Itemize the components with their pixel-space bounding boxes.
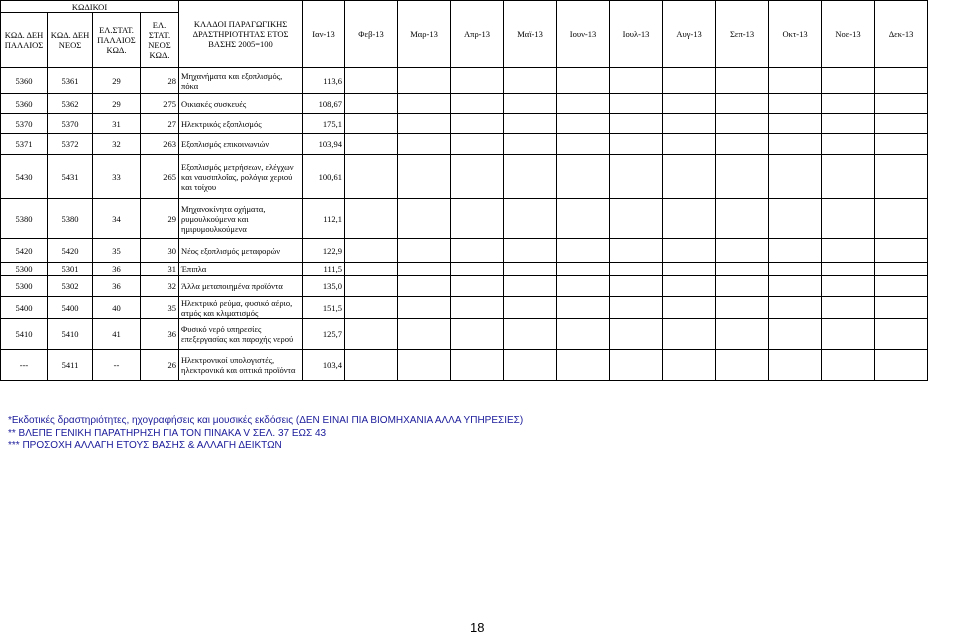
empty-month-cell bbox=[451, 263, 504, 276]
empty-month-cell bbox=[663, 68, 716, 94]
empty-month-cell bbox=[557, 297, 610, 319]
deh-new-code: 5362 bbox=[48, 94, 93, 114]
empty-month-cell bbox=[504, 319, 557, 350]
footnote: *** ΠΡΟΣΟΧΗ ΑΛΛΑΓΗ ΕΤΟΥΣ ΒΑΣΗΣ & ΑΛΛΑΓΗ ΔΕΙΚΤΩΝ bbox=[8, 440, 523, 453]
empty-month-cell bbox=[769, 155, 822, 199]
deh-old-code: --- bbox=[1, 350, 48, 381]
empty-month-cell bbox=[769, 276, 822, 297]
empty-month-cell bbox=[557, 199, 610, 239]
empty-month-cell bbox=[345, 319, 398, 350]
deh-old-code: 5420 bbox=[1, 239, 48, 263]
deh-new-code: 5372 bbox=[48, 134, 93, 155]
jan-value: 103,4 bbox=[303, 350, 345, 381]
empty-month-cell bbox=[875, 155, 928, 199]
month-header-may: Μαϊ-13 bbox=[504, 1, 557, 68]
empty-month-cell bbox=[875, 276, 928, 297]
empty-month-cell bbox=[557, 155, 610, 199]
table-row bbox=[1, 263, 960, 276]
jan-value: 111,5 bbox=[303, 263, 345, 276]
empty-month-cell bbox=[557, 94, 610, 114]
elstat-new-code: 30 bbox=[141, 239, 179, 263]
table-row bbox=[1, 319, 960, 350]
jan-value: 151,5 bbox=[303, 297, 345, 319]
branch-description: Εξοπλισμός επικοινωνιών bbox=[179, 134, 303, 155]
elstat-new-code: 35 bbox=[141, 297, 179, 319]
elstat-old-code: 40 bbox=[93, 297, 141, 319]
empty-month-cell bbox=[451, 297, 504, 319]
empty-month-cell bbox=[451, 114, 504, 134]
empty-month-cell bbox=[769, 297, 822, 319]
empty-month-cell bbox=[557, 114, 610, 134]
elstat-new-code: 31 bbox=[141, 263, 179, 276]
table-row bbox=[1, 68, 960, 94]
deh-old-code: 5360 bbox=[1, 68, 48, 94]
empty-month-cell bbox=[557, 263, 610, 276]
empty-month-cell bbox=[345, 276, 398, 297]
jan-value: 175,1 bbox=[303, 114, 345, 134]
empty-month-cell bbox=[557, 276, 610, 297]
month-header-aug: Αυγ-13 bbox=[663, 1, 716, 68]
jan-value: 113,6 bbox=[303, 68, 345, 94]
jan-value: 108,67 bbox=[303, 94, 345, 114]
branch-description: Φυσικό νερό υπηρεσίες επεξεργασίας και παροχής νερού bbox=[179, 319, 303, 350]
jan-value: 135,0 bbox=[303, 276, 345, 297]
empty-month-cell bbox=[557, 134, 610, 155]
page-number: 18 bbox=[470, 620, 484, 635]
empty-month-cell bbox=[610, 199, 663, 239]
branch-description: Οικιακές συσκευές bbox=[179, 94, 303, 114]
deh-new-code: 5400 bbox=[48, 297, 93, 319]
col-header-elstat-old: ΕΛ.ΣΤΑΤ. ΠΑΛΑΙΟΣ ΚΩΔ. bbox=[93, 13, 141, 68]
month-header-feb: Φεβ-13 bbox=[345, 1, 398, 68]
empty-month-cell bbox=[822, 94, 875, 114]
elstat-new-code: 265 bbox=[141, 155, 179, 199]
empty-month-cell bbox=[345, 155, 398, 199]
empty-month-cell bbox=[398, 155, 451, 199]
empty-month-cell bbox=[398, 319, 451, 350]
empty-month-cell bbox=[769, 350, 822, 381]
empty-month-cell bbox=[398, 276, 451, 297]
branches-header: ΚΛΑΔΟΙ ΠΑΡΑΓΩΓΙΚΗΣ ΔΡΑΣΤΗΡΙΟΤΗΤΑΣ ΕΤΟΣ ΒΑΣΗΣ 2005=100 bbox=[179, 1, 303, 68]
deh-new-code: 5410 bbox=[48, 319, 93, 350]
empty-month-cell bbox=[345, 94, 398, 114]
deh-old-code: 5360 bbox=[1, 94, 48, 114]
empty-month-cell bbox=[557, 68, 610, 94]
elstat-new-code: 28 bbox=[141, 68, 179, 94]
elstat-old-code: 33 bbox=[93, 155, 141, 199]
empty-month-cell bbox=[716, 319, 769, 350]
empty-month-cell bbox=[716, 350, 769, 381]
jan-value: 100,61 bbox=[303, 155, 345, 199]
footnotes bbox=[8, 415, 523, 453]
empty-month-cell bbox=[504, 155, 557, 199]
branch-description: Μηχανοκίνητα οχήματα, ρυμουλκούμενα και ημιρυμουλκούμενα bbox=[179, 199, 303, 239]
deh-old-code: 5430 bbox=[1, 155, 48, 199]
branch-description: Ηλεκτρικός εξοπλισμός bbox=[179, 114, 303, 134]
empty-month-cell bbox=[398, 68, 451, 94]
deh-old-code: 5370 bbox=[1, 114, 48, 134]
table-body bbox=[1, 68, 960, 381]
empty-month-cell bbox=[345, 114, 398, 134]
table-row bbox=[1, 134, 960, 155]
col-header-deh-new: ΚΩΔ. ΔΕΗ ΝΕΟΣ bbox=[48, 13, 93, 68]
empty-month-cell bbox=[398, 263, 451, 276]
empty-month-cell bbox=[451, 199, 504, 239]
empty-month-cell bbox=[610, 134, 663, 155]
empty-month-cell bbox=[769, 94, 822, 114]
empty-month-cell bbox=[504, 134, 557, 155]
elstat-old-code: 35 bbox=[93, 239, 141, 263]
empty-month-cell bbox=[822, 263, 875, 276]
branch-description: Ηλεκτρικό ρεύμα, φυσικό αέριο, ατμός και κλιματισμός bbox=[179, 297, 303, 319]
empty-month-cell bbox=[451, 155, 504, 199]
deh-old-code: 5371 bbox=[1, 134, 48, 155]
deh-new-code: 5411 bbox=[48, 350, 93, 381]
month-header-mar: Μαρ-13 bbox=[398, 1, 451, 68]
table-row bbox=[1, 114, 960, 134]
empty-month-cell bbox=[663, 94, 716, 114]
empty-month-cell bbox=[504, 114, 557, 134]
empty-month-cell bbox=[610, 276, 663, 297]
table-row bbox=[1, 276, 960, 297]
empty-month-cell bbox=[557, 350, 610, 381]
empty-month-cell bbox=[663, 297, 716, 319]
empty-month-cell bbox=[398, 297, 451, 319]
empty-month-cell bbox=[875, 263, 928, 276]
empty-month-cell bbox=[610, 68, 663, 94]
deh-new-code: 5361 bbox=[48, 68, 93, 94]
empty-month-cell bbox=[398, 134, 451, 155]
deh-old-code: 5300 bbox=[1, 276, 48, 297]
table-row bbox=[1, 350, 960, 381]
month-header-oct: Οκτ-13 bbox=[769, 1, 822, 68]
empty-month-cell bbox=[504, 68, 557, 94]
jan-value: 125,7 bbox=[303, 319, 345, 350]
empty-month-cell bbox=[345, 350, 398, 381]
empty-month-cell bbox=[557, 239, 610, 263]
table-row bbox=[1, 155, 960, 199]
deh-old-code: 5410 bbox=[1, 319, 48, 350]
empty-month-cell bbox=[875, 297, 928, 319]
branch-description: Εξοπλισμός μετρήσεων, ελέγχων και ναυσιπλοΐας, ρολόγια χεριού και τοίχου bbox=[179, 155, 303, 199]
empty-month-cell bbox=[610, 350, 663, 381]
empty-month-cell bbox=[875, 68, 928, 94]
empty-month-cell bbox=[663, 276, 716, 297]
deh-new-code: 5431 bbox=[48, 155, 93, 199]
empty-month-cell bbox=[398, 350, 451, 381]
elstat-old-code: 29 bbox=[93, 68, 141, 94]
empty-month-cell bbox=[345, 263, 398, 276]
empty-month-cell bbox=[663, 239, 716, 263]
col-header-deh-old: ΚΩΔ. ΔΕΗ ΠΑΛΑΙΟΣ bbox=[1, 13, 48, 68]
col-header-elstat-new: ΕΛ. ΣΤΑΤ. ΝΕΟΣ ΚΩΔ. bbox=[141, 13, 179, 68]
empty-month-cell bbox=[451, 350, 504, 381]
empty-month-cell bbox=[663, 114, 716, 134]
table-row bbox=[1, 199, 960, 239]
elstat-old-code: 36 bbox=[93, 263, 141, 276]
empty-month-cell bbox=[716, 155, 769, 199]
elstat-old-code: 29 bbox=[93, 94, 141, 114]
empty-month-cell bbox=[822, 319, 875, 350]
elstat-old-code: 31 bbox=[93, 114, 141, 134]
empty-month-cell bbox=[504, 263, 557, 276]
branch-description: Νέος εξοπλισμός μεταφορών bbox=[179, 239, 303, 263]
empty-month-cell bbox=[451, 239, 504, 263]
branch-description: Ηλεκτρονικοί υπολογιστές, ηλεκτρονικά και οπτικά προϊόντα bbox=[179, 350, 303, 381]
jan-value: 103,94 bbox=[303, 134, 345, 155]
empty-month-cell bbox=[451, 319, 504, 350]
deh-old-code: 5400 bbox=[1, 297, 48, 319]
empty-month-cell bbox=[716, 263, 769, 276]
empty-month-cell bbox=[610, 94, 663, 114]
month-header-jan: Ιαν-13 bbox=[303, 1, 345, 68]
empty-month-cell bbox=[822, 239, 875, 263]
empty-month-cell bbox=[769, 134, 822, 155]
month-header-jul: Ιουλ-13 bbox=[610, 1, 663, 68]
elstat-new-code: 27 bbox=[141, 114, 179, 134]
empty-month-cell bbox=[663, 319, 716, 350]
empty-month-cell bbox=[822, 199, 875, 239]
empty-month-cell bbox=[769, 68, 822, 94]
empty-month-cell bbox=[610, 297, 663, 319]
elstat-new-code: 29 bbox=[141, 199, 179, 239]
jan-value: 112,1 bbox=[303, 199, 345, 239]
elstat-new-code: 32 bbox=[141, 276, 179, 297]
empty-month-cell bbox=[716, 114, 769, 134]
empty-month-cell bbox=[345, 68, 398, 94]
footnote: ** ΒΛΕΠΕ ΓΕΝΙΚΗ ΠΑΡΑΤΗΡΗΣΗ ΓΙΑ ΤΟΝ ΠΙΝΑΚΑ V ΣΕΛ. 37 ΕΩΣ 43 bbox=[8, 428, 523, 441]
empty-month-cell bbox=[769, 199, 822, 239]
empty-month-cell bbox=[822, 134, 875, 155]
empty-month-cell bbox=[398, 239, 451, 263]
branch-description: Άλλα μεταποιημένα προϊόντα bbox=[179, 276, 303, 297]
empty-month-cell bbox=[769, 319, 822, 350]
empty-month-cell bbox=[822, 155, 875, 199]
empty-month-cell bbox=[875, 94, 928, 114]
elstat-new-code: 26 bbox=[141, 350, 179, 381]
empty-month-cell bbox=[557, 319, 610, 350]
table-row bbox=[1, 239, 960, 263]
empty-month-cell bbox=[504, 199, 557, 239]
deh-new-code: 5302 bbox=[48, 276, 93, 297]
empty-month-cell bbox=[716, 94, 769, 114]
empty-month-cell bbox=[875, 239, 928, 263]
empty-month-cell bbox=[875, 199, 928, 239]
empty-month-cell bbox=[716, 134, 769, 155]
empty-month-cell bbox=[451, 276, 504, 297]
jan-value: 122,9 bbox=[303, 239, 345, 263]
month-header-apr: Απρ-13 bbox=[451, 1, 504, 68]
empty-month-cell bbox=[663, 199, 716, 239]
empty-month-cell bbox=[451, 94, 504, 114]
empty-month-cell bbox=[504, 239, 557, 263]
empty-month-cell bbox=[822, 68, 875, 94]
elstat-new-code: 36 bbox=[141, 319, 179, 350]
deh-old-code: 5380 bbox=[1, 199, 48, 239]
empty-month-cell bbox=[663, 155, 716, 199]
elstat-new-code: 263 bbox=[141, 134, 179, 155]
elstat-old-code: 34 bbox=[93, 199, 141, 239]
empty-month-cell bbox=[875, 319, 928, 350]
empty-month-cell bbox=[504, 350, 557, 381]
empty-month-cell bbox=[716, 239, 769, 263]
empty-month-cell bbox=[716, 276, 769, 297]
table-row bbox=[1, 94, 960, 114]
empty-month-cell bbox=[345, 134, 398, 155]
empty-month-cell bbox=[875, 350, 928, 381]
empty-month-cell bbox=[663, 350, 716, 381]
empty-month-cell bbox=[610, 319, 663, 350]
elstat-old-code: 36 bbox=[93, 276, 141, 297]
empty-month-cell bbox=[716, 199, 769, 239]
table-row bbox=[1, 297, 960, 319]
empty-month-cell bbox=[663, 263, 716, 276]
empty-month-cell bbox=[345, 239, 398, 263]
empty-month-cell bbox=[822, 297, 875, 319]
empty-month-cell bbox=[769, 263, 822, 276]
empty-month-cell bbox=[610, 263, 663, 276]
empty-month-cell bbox=[822, 114, 875, 134]
branch-description: Έπιπλα bbox=[179, 263, 303, 276]
deh-new-code: 5380 bbox=[48, 199, 93, 239]
elstat-old-code: 32 bbox=[93, 134, 141, 155]
branch-description: Μηχανήματα και εξοπλισμός, πόκα bbox=[179, 68, 303, 94]
elstat-old-code: -- bbox=[93, 350, 141, 381]
empty-month-cell bbox=[875, 114, 928, 134]
empty-month-cell bbox=[345, 199, 398, 239]
empty-month-cell bbox=[398, 199, 451, 239]
empty-month-cell bbox=[451, 68, 504, 94]
empty-month-cell bbox=[716, 68, 769, 94]
deh-old-code: 5300 bbox=[1, 263, 48, 276]
empty-month-cell bbox=[451, 134, 504, 155]
month-header-dec: Δεκ-13 bbox=[875, 1, 928, 68]
empty-month-cell bbox=[610, 155, 663, 199]
month-header-jun: Ιουν-13 bbox=[557, 1, 610, 68]
empty-month-cell bbox=[610, 239, 663, 263]
footnote: *Εκδοτικές δραστηριότητες, ηχογραφήσεις και μουσικές εκδόσεις (ΔΕΝ ΕΙΝΑΙ ΠΙΑ ΒΙΟΜΗΧΑΝΙΑ ΑΛΛΑ ΥΠΗΡΕΣΙΕΣ) bbox=[8, 415, 523, 428]
month-header-sep: Σεπ-13 bbox=[716, 1, 769, 68]
empty-month-cell bbox=[663, 134, 716, 155]
empty-month-cell bbox=[504, 276, 557, 297]
month-header-nov: Νοε-13 bbox=[822, 1, 875, 68]
empty-month-cell bbox=[398, 94, 451, 114]
elstat-new-code: 275 bbox=[141, 94, 179, 114]
empty-month-cell bbox=[769, 114, 822, 134]
empty-month-cell bbox=[716, 297, 769, 319]
empty-month-cell bbox=[504, 297, 557, 319]
empty-month-cell bbox=[769, 239, 822, 263]
codes-group-header: ΚΩΔΙΚΟΙ bbox=[1, 1, 179, 13]
empty-month-cell bbox=[822, 350, 875, 381]
empty-month-cell bbox=[822, 276, 875, 297]
deh-new-code: 5301 bbox=[48, 263, 93, 276]
empty-month-cell bbox=[610, 114, 663, 134]
empty-month-cell bbox=[345, 297, 398, 319]
deh-new-code: 5420 bbox=[48, 239, 93, 263]
empty-month-cell bbox=[504, 94, 557, 114]
deh-new-code: 5370 bbox=[48, 114, 93, 134]
empty-month-cell bbox=[875, 134, 928, 155]
elstat-old-code: 41 bbox=[93, 319, 141, 350]
empty-month-cell bbox=[398, 114, 451, 134]
